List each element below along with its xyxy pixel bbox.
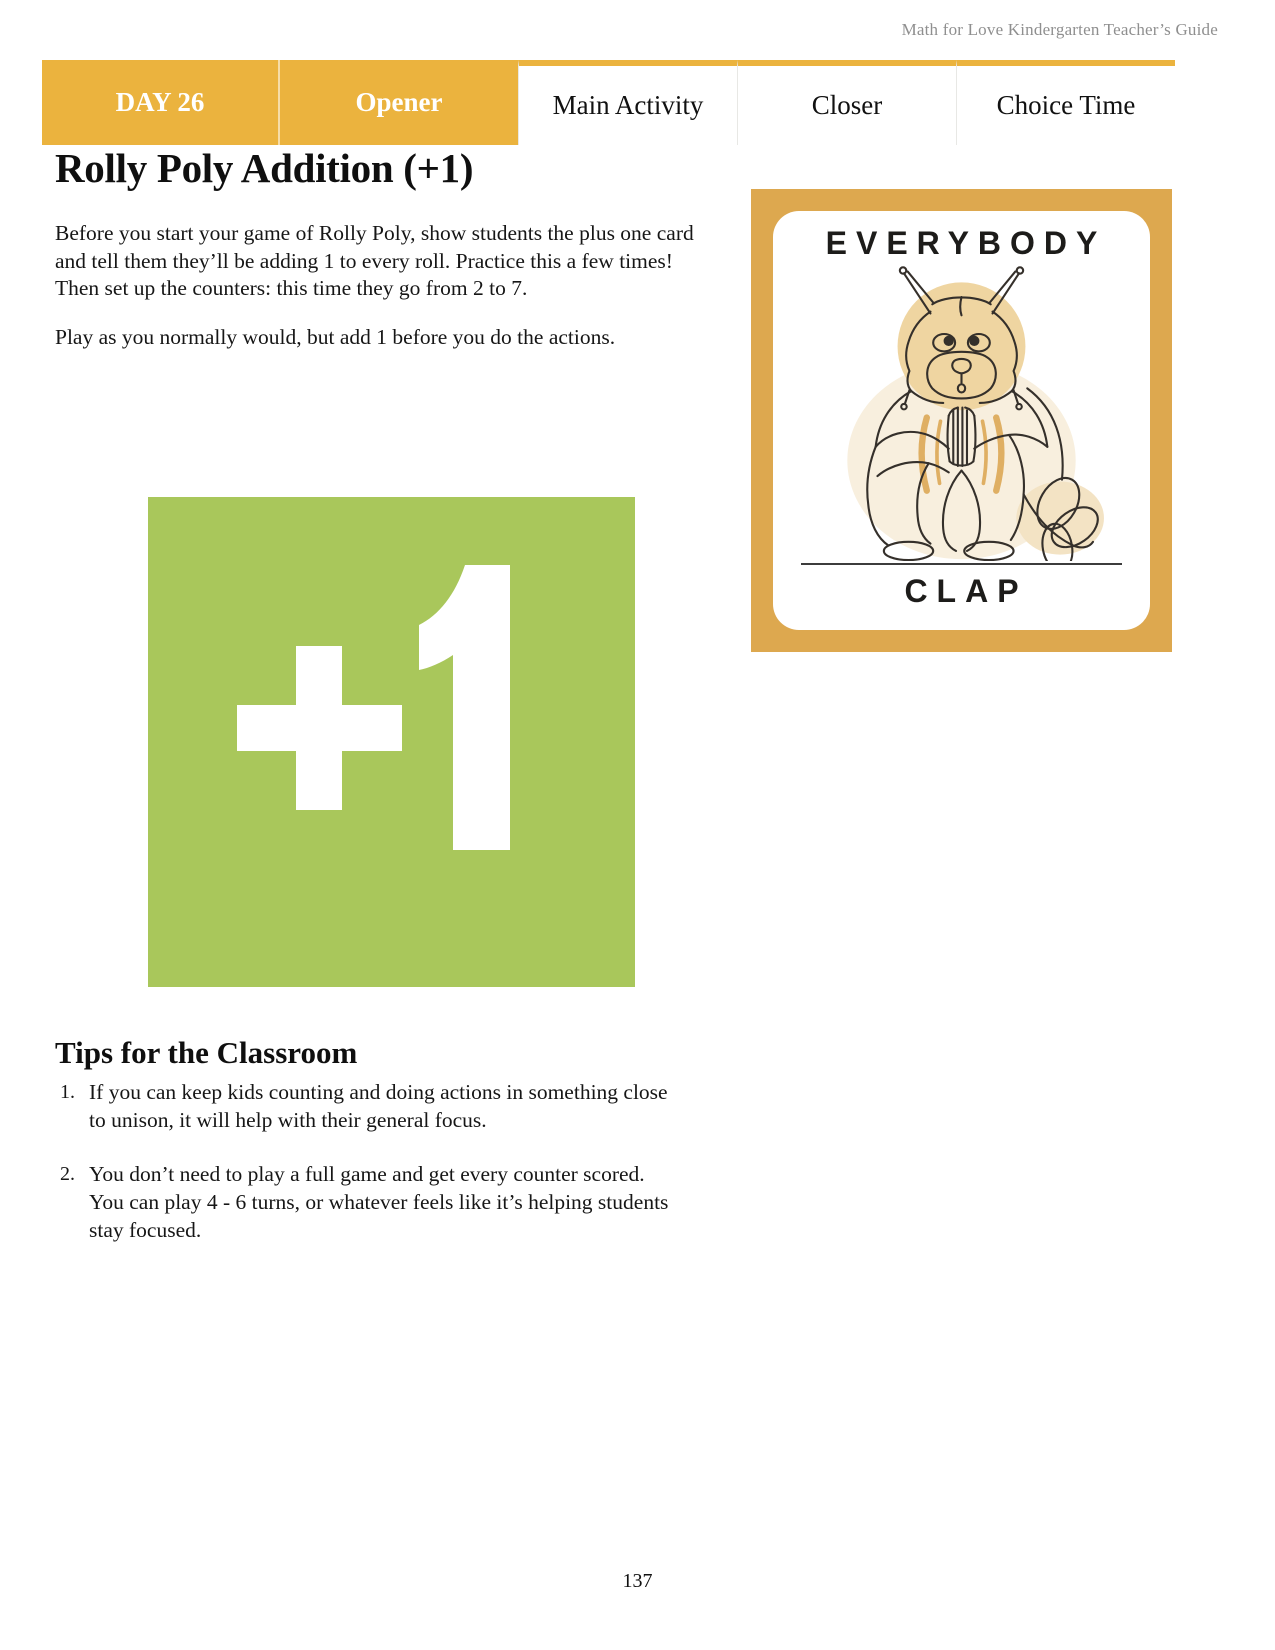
tab-choice-time[interactable]: Choice Time: [956, 60, 1175, 145]
tab-main-activity[interactable]: Main Activity: [518, 60, 737, 145]
tips-section: [55, 1035, 735, 1271]
tip-number: 2.: [60, 1162, 75, 1185]
everybody-clap-card: [751, 189, 1172, 652]
tip-item: [55, 1079, 735, 1135]
tip-number: 1.: [60, 1081, 75, 1103]
document-header-note: Math for Love Kindergarten Teacher’s Guide: [901, 20, 1218, 39]
card-divider-line: [801, 563, 1122, 565]
tab-opener[interactable]: Opener: [280, 60, 518, 145]
tip-text: If you can keep kids counting and doing actions in something close to unison, it will help with their general focus.: [89, 1080, 668, 1132]
plus-one-graphic: [148, 497, 635, 987]
intro-paragraph-2: Play as you normally would, but add 1 before you do the actions.: [55, 325, 616, 350]
page-number: 137: [622, 1570, 653, 1592]
intro-text-column: [55, 220, 710, 373]
intro-paragraph-1: Before you start your game of Rolly Poly, show students the plus one card and tell them they’ll be adding 1 to every roll. Practice this a few times! Then set up the counters: this time they go from 2 to 7.: [55, 221, 694, 301]
tips-heading: Tips for the Classroom: [55, 1035, 358, 1070]
page-title: Rolly Poly Addition (+1): [55, 145, 474, 191]
raccoon-praying-line-art: [773, 255, 1150, 561]
card-inner-panel: [773, 211, 1150, 630]
plus-one-card: [148, 497, 635, 987]
day-tab-bar: [42, 60, 1175, 145]
tab-closer[interactable]: Closer: [737, 60, 956, 145]
tip-item: [55, 1161, 735, 1245]
card-bottom-word: CLAP: [904, 573, 1028, 609]
tab-day-26[interactable]: DAY 26: [42, 60, 280, 145]
card-top-word: EVERYBODY: [825, 225, 1107, 261]
tip-text: You don’t need to play a full game and get every counter scored. You can play 4 - 6 turns, or whatever feels like it’s helping students stay focused.: [89, 1161, 669, 1242]
